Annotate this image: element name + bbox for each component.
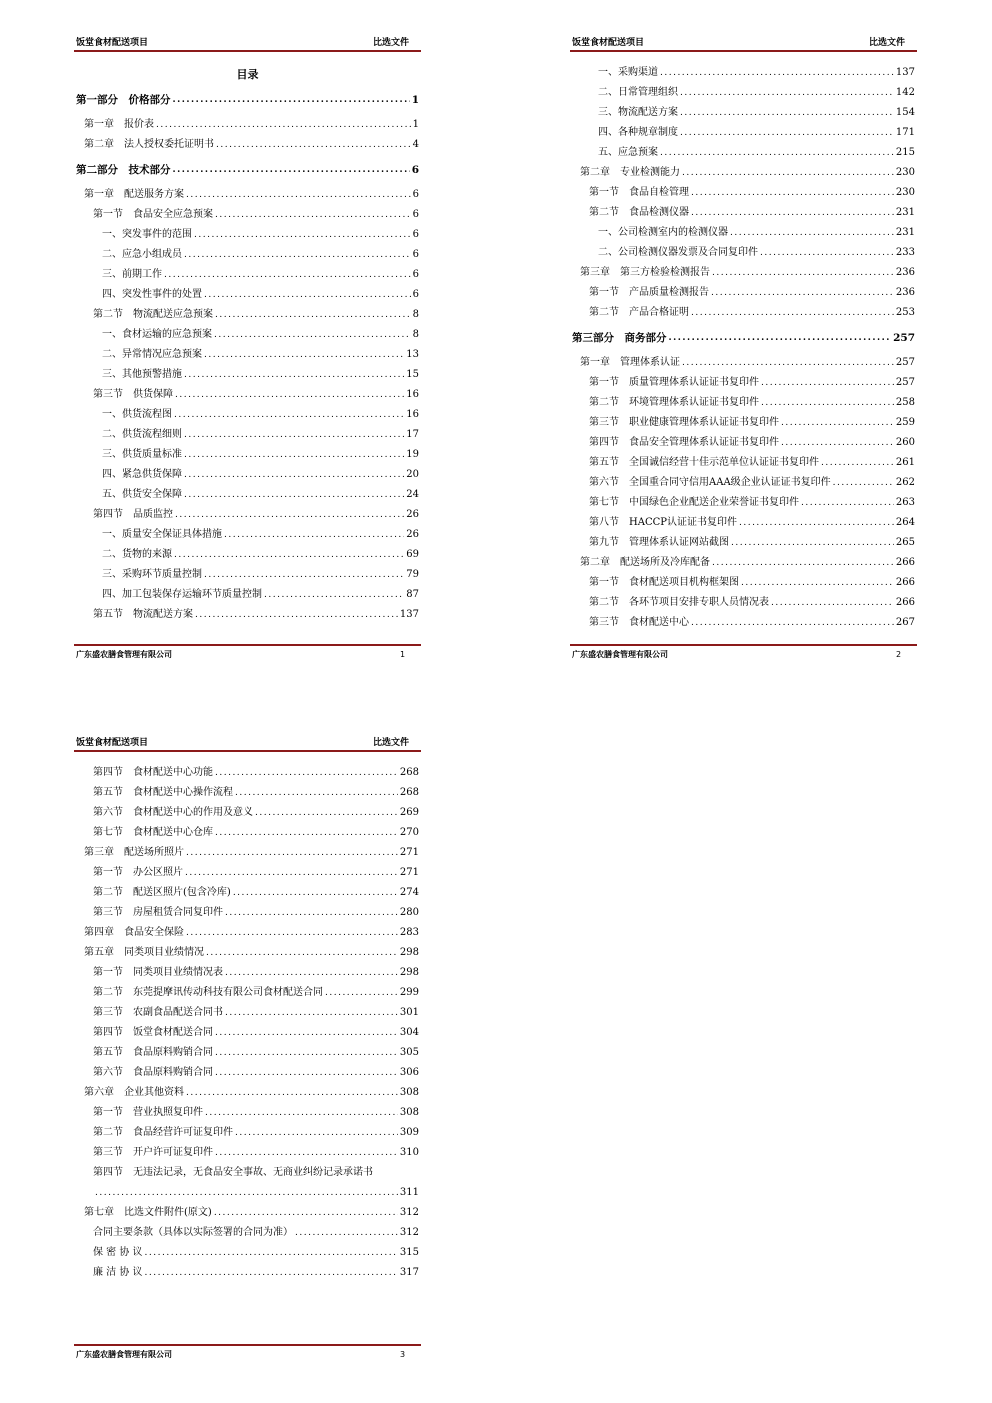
- toc-entry[interactable]: 第八节 HACCP认证证书复印件 ..... 264: [589, 515, 915, 529]
- page-header: [74, 36, 421, 50]
- toc-entry[interactable]: 第三节 职业健康管理体系认证证书复印件 ..... 259: [589, 415, 915, 429]
- toc-entry[interactable]: 二、供货流程细则 ..... 17: [102, 427, 419, 441]
- footer-rule: [74, 1344, 421, 1346]
- footer-company: 广东盛农膳食管理有限公司: [76, 1350, 172, 1359]
- toc-entry[interactable]: 一、突发事件的范围 ..... 6: [102, 227, 419, 241]
- toc-entry[interactable]: 第一节 办公区照片 ..... 271: [93, 865, 419, 879]
- toc-page-2: [570, 36, 917, 666]
- toc-entry[interactable]: 五、供货安全保障 ..... 24: [102, 487, 419, 501]
- toc-entry[interactable]: 第四章 食品安全保险 ..... 283: [84, 925, 419, 939]
- header-rule: [74, 750, 421, 752]
- toc-entry[interactable]: 第五章 同类项目业绩情况 ..... 298: [84, 945, 419, 959]
- toc-entry[interactable]: 第四节 食品安全管理体系认证证书复印件 ..... 260: [589, 435, 915, 449]
- toc-entry[interactable]: 第二节 产品合格证明 ..... 253: [589, 305, 915, 319]
- toc-entry[interactable]: 合同主要条款（具体以实际签署的合同为准） ..... 312: [93, 1225, 419, 1239]
- toc-entry[interactable]: 廉 洁 协 议 ..... 317: [93, 1265, 419, 1279]
- footer-rule: [570, 644, 917, 646]
- toc-entry[interactable]: 第二节 食品经营许可证复印件 ..... 309: [93, 1125, 419, 1139]
- toc-entry[interactable]: 第二节 各环节项目安排专职人员情况表 ..... 266: [589, 595, 915, 609]
- toc-entry[interactable]: 第五节 物流配送方案 ..... 137: [93, 607, 419, 621]
- toc-entry[interactable]: 一、质量安全保证具体措施 ..... 26: [102, 527, 419, 541]
- toc-entry[interactable]: 第四节 无违法记录，无食品安全事故、无商业纠纷记录承诺书: [93, 1167, 373, 1178]
- page-number: 3: [400, 1350, 406, 1359]
- toc-entry[interactable]: 二、异常情况应急预案 ..... 13: [102, 347, 419, 361]
- toc-entry[interactable]: 第一节 产品质量检测报告 ..... 236: [589, 285, 915, 299]
- page-footer: [74, 1349, 421, 1363]
- toc-entry[interactable]: 第二章 专业检测能力 ..... 230: [580, 165, 915, 179]
- toc-entry[interactable]: 二、货物的来源 ..... 69: [102, 547, 419, 561]
- footer-company: 广东盛农膳食管理有限公司: [76, 650, 172, 659]
- toc-entry[interactable]: 一、供货流程图 ..... 16: [102, 407, 419, 421]
- toc-entry[interactable]: 第六节 食品原料购销合同 ..... 306: [93, 1065, 419, 1079]
- toc-entry[interactable]: 第一部分 价格部分 ..... 1: [76, 92, 419, 106]
- toc-entry[interactable]: 四、紧急供货保障 ..... 20: [102, 467, 419, 481]
- toc-entry[interactable]: 第一节 营业执照复印件 ..... 308: [93, 1105, 419, 1119]
- toc-entry[interactable]: 第二节 物流配送应急预案 ..... 8: [93, 307, 419, 321]
- toc-entry[interactable]: 第三节 供货保障 ..... 16: [93, 387, 419, 401]
- footer-rule: [74, 644, 421, 646]
- page-number: 2: [896, 650, 902, 659]
- toc-entry[interactable]: 第二部分 技术部分 ..... 6: [76, 162, 419, 176]
- toc-entry[interactable]: 第三节 房屋租赁合同复印件 ..... 280: [93, 905, 419, 919]
- toc-entry[interactable]: 第一节 食材配送项目机构框架图 ..... 266: [589, 575, 915, 589]
- toc-entry[interactable]: 第一节 同类项目业绩情况表 ..... 298: [93, 965, 419, 979]
- toc-entry[interactable]: 第三部分 商务部分 ..... 257: [572, 330, 915, 344]
- toc-entry[interactable]: 三、物流配送方案 ..... 154: [598, 105, 915, 119]
- toc-entry[interactable]: 二、日常管理组织 ..... 142: [598, 85, 915, 99]
- toc-entry[interactable]: 第四节 食材配送中心功能 ..... 268: [93, 765, 419, 779]
- toc-title: 目录: [236, 68, 259, 81]
- header-rule: [570, 50, 917, 52]
- toc-entry[interactable]: 第七节 中国绿色企业配送企业荣誉证书复印件 ..... 263: [589, 495, 915, 509]
- toc-entry[interactable]: 第九节 管理体系认证网站截图 ..... 265: [589, 535, 915, 549]
- toc-entry[interactable]: 二、公司检测仪器发票及合同复印件 ..... 233: [598, 245, 915, 259]
- toc-entry[interactable]: 第三节 食材配送中心 ..... 267: [589, 615, 915, 629]
- toc-entry[interactable]: 第二章 配送场所及冷库配备 ..... 266: [580, 555, 915, 569]
- toc-entry[interactable]: 二、应急小组成员 ..... 6: [102, 247, 419, 261]
- page-number: 1: [400, 650, 406, 659]
- toc-entry[interactable]: 第五节 食品原料购销合同 ..... 305: [93, 1045, 419, 1059]
- header-rule: [74, 50, 421, 52]
- toc-entry[interactable]: 第二节 东莞提摩讯传动科技有限公司食材配送合同 ..... 299: [93, 985, 419, 999]
- toc-entry[interactable]: 第一节 食品安全应急预案 ..... 6: [93, 207, 419, 221]
- toc-entry[interactable]: 三、采购环节质量控制 ..... 79: [102, 567, 419, 581]
- toc-entry[interactable]: 一、公司检测室内的检测仪器 ..... 231: [598, 225, 915, 239]
- toc-entry[interactable]: 第三节 农副食品配送合同书 ..... 301: [93, 1005, 419, 1019]
- page-header: [74, 736, 421, 750]
- toc-entry[interactable]: 四、突发性事件的处置 ..... 6: [102, 287, 419, 301]
- toc-entry[interactable]: 五、应急预案 ..... 215: [598, 145, 915, 159]
- header-doc-type: 比选文件: [372, 38, 409, 48]
- toc-entry[interactable]: 第一章 报价表 ..... 1: [84, 117, 419, 131]
- toc-entry[interactable]: 第四节 饭堂食材配送合同 ..... 304: [93, 1025, 419, 1039]
- toc-entry[interactable]: 第七节 食材配送中心仓库 ..... 270: [93, 825, 419, 839]
- page-header: [570, 36, 917, 50]
- toc-entry[interactable]: 第六章 企业其他资料 ..... 308: [84, 1085, 419, 1099]
- toc-entry[interactable]: 第三章 第三方检验检测报告 ..... 236: [580, 265, 915, 279]
- header-project-title: 饭堂食材配送项目: [76, 738, 149, 748]
- toc-entry[interactable]: 第一章 管理体系认证 ..... 257: [580, 355, 915, 369]
- page-footer: [570, 649, 917, 663]
- toc-entry[interactable]: 第二节 环境管理体系认证证书复印件 ..... 258: [589, 395, 915, 409]
- toc-entry[interactable]: 第六节 全国重合同守信用AAA级企业认证证书复印件 ..... 262: [589, 475, 915, 489]
- toc-entry[interactable]: 第一章 配送服务方案 ..... 6: [84, 187, 419, 201]
- toc-page-1: [74, 36, 421, 666]
- toc-entry[interactable]: 四、加工包装保存运输环节质量控制 ..... 87: [102, 587, 419, 601]
- header-project-title: 饭堂食材配送项目: [572, 38, 645, 48]
- toc-entry[interactable]: 第三章 配送场所照片 ..... 271: [84, 845, 419, 859]
- toc-entry[interactable]: 第七章 比选文件附件(原文) ..... 312: [84, 1205, 419, 1219]
- toc-entry[interactable]: 第二节 食品检测仪器 ..... 231: [589, 205, 915, 219]
- toc-entry[interactable]: 第六节 食材配送中心的作用及意义 ..... 269: [93, 805, 419, 819]
- toc-entry[interactable]: 三、前期工作 ..... 6: [102, 267, 419, 281]
- toc-entry[interactable]: 一、采购渠道 ..... 137: [598, 65, 915, 79]
- toc-entry[interactable]: 第五节 全国诚信经营十佳示范单位认证证书复印件 ..... 261: [589, 455, 915, 469]
- toc-entry[interactable]: 保 密 协 议 ..... 315: [93, 1245, 419, 1259]
- header-doc-type: 比选文件: [868, 38, 905, 48]
- toc-entry[interactable]: 第二章 法人授权委托证明书 ..... 4: [84, 137, 419, 151]
- toc-entry[interactable]: 三、供货质量标准 ..... 19: [102, 447, 419, 461]
- toc-entry[interactable]: 三、其他预警措施 ..... 15: [102, 367, 419, 381]
- toc-entry[interactable]: 第一节 质量管理体系认证证书复印件 ..... 257: [589, 375, 915, 389]
- toc-page-3: [74, 736, 421, 1366]
- toc-entry[interactable]: 第三节 开户许可证复印件 ..... 310: [93, 1145, 419, 1159]
- header-project-title: 饭堂食材配送项目: [76, 38, 149, 48]
- toc-entry[interactable]: 一、食材运输的应急预案 ..... 8: [102, 327, 419, 341]
- footer-company: 广东盛农膳食管理有限公司: [572, 650, 668, 659]
- toc-entry[interactable]: 第二节 配送区照片(包含冷库) ..... 274: [93, 885, 419, 899]
- toc-entry[interactable]: 第一节 食品自检管理 ..... 230: [589, 185, 915, 199]
- toc-entry[interactable]: 第四节 品质监控 ..... 26: [93, 507, 419, 521]
- header-doc-type: 比选文件: [372, 738, 409, 748]
- toc-entry[interactable]: 第五节 食材配送中心操作流程 ..... 268: [93, 785, 419, 799]
- toc-entry[interactable]: 四、各种规章制度 ..... 171: [598, 125, 915, 139]
- toc-entry-continued[interactable]: ..... 311: [93, 1185, 419, 1199]
- page-footer: [74, 649, 421, 663]
